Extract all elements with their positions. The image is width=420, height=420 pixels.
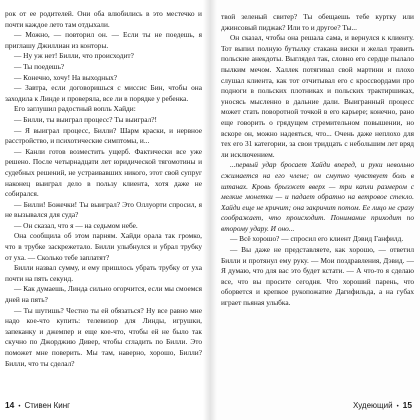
right-page-text	[221, 12, 414, 309]
right-page-footer	[353, 400, 412, 410]
footer-bullet: •	[396, 404, 399, 410]
right-page-number: 15	[402, 400, 412, 410]
paragraph: — Всё хорошо? — спросил его клиент Дэвид Ганфилд.	[230, 234, 404, 244]
paragraph: — Конечно, хочу! На выходных?	[14, 72, 118, 82]
paragraph: Он сказал, чтобы она решала сама, и вернулся к клиенту. Тот выпил полную бутылку стакана виски и желал травить польские анекдоты. Выглядел так, словно его сердце пылало пылким мечом. Халлек потягивал свой мартини и плохо слушал клиента, как тот отчитывал его с кроссвордами про подноги в польских плотниках и польских трактиршиках, уносясь мысленно в дальние дали. Выигранный процесс может стать поворотной точкой в его карьере; конечно, рано еще говорить о грядущем стремительном повышении, но вскоре он, можно надеяться, что... Очень даже неплохо для тех его 31 категории, за свои тридцать с небольшим лет вряд ли исключением.	[221, 33, 414, 159]
paragraph: рок от ее родителей. Они оба влюбились в это местечко и почти каждое лето там отдыхали.	[5, 9, 202, 29]
right-page	[210, 0, 420, 420]
paragraph: — Билли, ты выиграл процесс? Ты выиграл?!	[14, 114, 157, 124]
paragraph: — Ну уж нет! Билли, что происходит?	[14, 51, 134, 61]
paragraph: — Завтра, если договоришься с миссис Бин, чтобы она заходила к Линде и проверяла, все ли в порядке у ребенка.	[5, 83, 202, 103]
paragraph: ...первый удар бросает Хайди вперед, и руки невольно сжимается на его члене; он смутно чувствует боль в штанах. Кровь брызжет вверх — три капли размером с мелкие монетки — и падает обратно на ветровое стекло. Хайди еще не кричит; она закричит потом. Ее лицо не сразу соображает, что происходит. Понимание приходит по второму удару. И оно...	[221, 160, 414, 233]
paragraph: — Ты поедешь?	[14, 61, 65, 71]
left-page-footer	[5, 400, 70, 410]
left-page-number: 14	[5, 400, 15, 410]
paragraph: — Ты шутишь? Честно ты ей обязаться? Ну все равно мне надо кое-что купить: телевизор для Линды, игрушки, запеканку и джемпер и еще кое-что, чтобы ей не было так скучно по Джорджию Дивер, чтобы сгладить по Билли. Это поможет мне поверить. Мы там, наверно, хорошо, Билли? Билли, что ты сделал?	[5, 305, 202, 368]
paragraph: — Как думаешь, Линда сильно огорчится, если мы смоемся дней на пять?	[5, 284, 202, 305]
paragraph: твой зеленый свитер? Ты обещаешь тебе куртку или джинсовый пиджак? Или то и другое? Ты...	[221, 12, 414, 32]
paragraph: Билли назвал сумму, и ему пришлось убрать трубку от уха почти на пять секунд.	[5, 263, 202, 283]
left-page-text	[5, 9, 202, 369]
paragraph: Его заглушил радостный вопль Хайди:	[14, 104, 136, 114]
footer-bullet: •	[18, 404, 21, 410]
paragraph: — Можно, — повторил он. — Если ты не поедешь, я приглашу Джиллиан из конторы.	[5, 30, 202, 50]
running-head-title: Худеющий	[353, 401, 393, 410]
running-head-author: Стивен Кинг	[24, 401, 71, 410]
paragraph: — Канли готов возместить ущерб. Фактически все уже решено. После четырнадцати лет юридической тягомотины и судебных решений, не устраивавших никого, этот свой супруг наконец выиграл дело в пользу клиента, хотя даже не собирался.	[5, 146, 202, 199]
paragraph: — Я выиграл процесс, Билли? Шарм краски, и нервное расстройство, и психотические симптомы, и...	[5, 125, 202, 146]
paragraph: — Он сказал, что я — на седьмом небе.	[14, 220, 138, 230]
paragraph: — Билли! Божечки! Ты выиграл? Это Оллуорти спросил, я не вызывался для суда?	[5, 199, 202, 220]
paragraph: Она сообщила об этом парням. Хайди орала так громко, что в трубке заскрежетало. Билли улыбнулся и убрал трубку от уха. — Сколько тебе заплатят?	[5, 231, 202, 262]
paragraph: — Вы даже не представляете, как хорошо, — ответил Билли и протянул ему руку. — Мои поздравления, Дэвид. — Я думаю, что для вас это будет кстати. — А что-то я сделаю все, что вы просите сегодня. Что хороший парень, что оборвется и крепкое рукопожатие Дагифильда, а на губах играет пьяная улыбка.	[221, 245, 414, 308]
